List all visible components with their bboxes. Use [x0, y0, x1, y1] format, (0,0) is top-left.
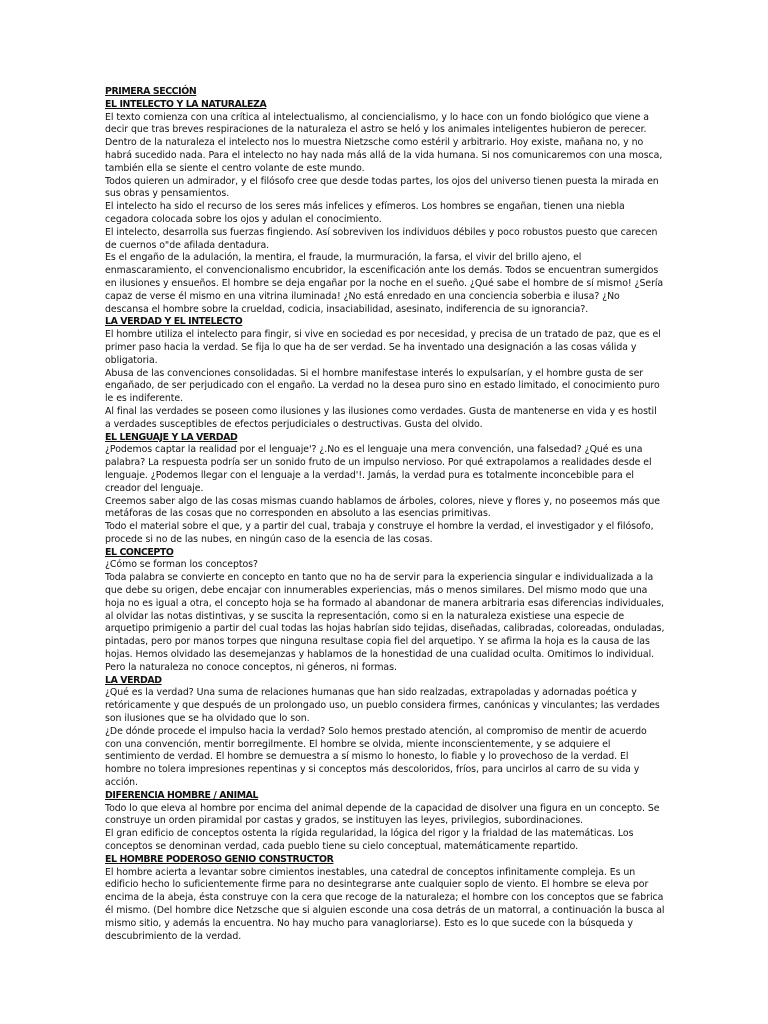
- section: [105, 432, 665, 547]
- section-heading: DIFERENCIA HOMBRE / ANIMAL: [105, 789, 259, 801]
- section-heading: EL INTELECTO Y LA NATURALEZA: [105, 98, 267, 110]
- section: [105, 99, 665, 317]
- paragraph: El gran edificio de conceptos ostenta la rígida regularidad, la lógica del rigor y la frialdad de las matemáticas. Los conceptos se denominan verdad, cada pueblo tiene su cielo conceptual, matemáticamente repartido.: [105, 828, 634, 853]
- paragraph: Al final las verdades se poseen como ilusiones y las ilusiones como verdades. Gusta de mantenerse en vida y es hostil a verdades susceptibles de efectos perjudiciales o destructivas. Gusta del olvido.: [105, 405, 657, 430]
- paragraph: Es el engaño de la adulación, la mentira, el fraude, la murmuración, la farsa, el vivir del brillo ajeno, el enmascaramiento, el convencionalismo encubridor, la escenificación ante los demás. Todos se encuentran sumergidos en ilusiones y ensueños. El hombre se deja engañar por la noche en el sueño. ¿Qué sabe el hombre de sí mismo! ¿Sería capaz de verse él mismo en una vitrina iluminada! ¿No está enredado en una conciencia soberbia e ilusa? ¿No descansa el hombre sobre la crueldad, codicia, insaciabilidad, asesinato, indiferencia de su ignorancia?.: [105, 252, 664, 315]
- paragraph: Pero la naturaleza no conoce conceptos, ni géneros, ni formas.: [105, 661, 397, 673]
- paragraph: ¿Qué es la verdad? Una suma de relaciones humanas que han sido realzadas, extrapoladas y adornadas poética y retóricamente y que después de un prolongado uso, un pueblo considera firmes, canónicas y vinculantes; las verdades son ilusiones que se ha olvidado que lo son.: [105, 687, 660, 725]
- sections-container: [105, 99, 665, 944]
- paragraph: Creemos saber algo de las cosas mismas cuando hablamos de árboles, colores, nieve y flores y, no poseemos más que metáforas de las cosas que no corresponden en absoluto a las esencias primitivas.: [105, 495, 661, 520]
- paragraph: El intelecto ha sido el recurso de los seres más infelices y efímeros. Los hombres se engañan, tienen una niebla cegadora colocada sobre los ojos y adulan el conocimiento.: [105, 201, 625, 225]
- paragraph: ¿Podemos captar la realidad por el lenguaje'? ¿.No es el lenguaje una mera convención, una falsedad? ¿Qué es una palabra? La respuesta podría ser un sonido fruto de un impulso nervioso. Por qué extrapolamos a realidades desde el lenguaje. ¿Podemos llegar con el lenguaje a la verdad'!. Jamás, la verdad pura es totalmente inconcebible para el creador del lenguaje.: [105, 444, 652, 494]
- section: [105, 316, 665, 431]
- paragraph: El hombre acierta a levantar sobre cimientos inestables, una catedral de conceptos infinitamente compleja. Es un edificio hecho lo suficientemente firme para no desintegrarse ante cualquier soplo de viento. El hombre se eleva por encima de la abeja, ésta construye con la cera que recoge de la naturaleza; el hombre con los conceptos que se fabrica él mismo. (Del hombre dice Netzsche que si alguien esconde una cosa detrás de un matorral, a continuación la busca al mismo sitio, y además la encuentra. No hay mucho para vanagloriarse). Esto es lo que sucede con la búsqueda y descubrimiento de la verdad.: [105, 866, 665, 942]
- paragraph: El intelecto, desarrolla sus fuerzas fingiendo. Así sobreviven los individuos débiles y poco robustos puesto que carecen de cuernos o"de afilada dentadura.: [105, 226, 658, 251]
- section-heading: LA VERDAD Y EL INTELECTO: [105, 316, 243, 328]
- paragraph: ¿De dónde procede el impulso hacia la verdad? Solo hemos prestado atención, al compromiso de mentir de acuerdo con una convención, mentir borregilmente. El hombre se olvida, miente inconscientemente, y se adquiere el sentimiento de verdad. El hombre se demuestra a sí mismo lo honesto, lo fiable y lo provechoso de la verdad. El hombre no tolera impresiones repentinas y si conceptos más descoloridos, fríos, para uncirlos al carro de su vida y acción.: [105, 725, 647, 789]
- paragraph: ¿Cómo se forman los conceptos?: [105, 559, 258, 571]
- paragraph: Dentro de la naturaleza el intelecto nos lo muestra Nietzsche como estéril y arbitrario. Hoy existe, mañana no, y no habrá sucedido nada. Para el intelecto no hay nada más allá de la vida humana. Si nos comunicaremos con una mosca, también ella se siente el centro volante de este mundo.: [105, 137, 663, 174]
- section: [105, 790, 665, 854]
- paragraph: El hombre utiliza el intelecto para fingir, si vive en sociedad es por necesidad, y precisa de un tratado de paz, que es el primer paso hacia la verdad. Se fija lo que ha de ser verdad. Se ha inventado una designación a las cosas válida y obligatoria.: [105, 329, 661, 366]
- section-heading: EL LENGUAJE Y LA VERDAD: [105, 431, 238, 443]
- section: [105, 547, 665, 675]
- section-heading: LA VERDAD: [105, 674, 162, 686]
- section-heading: EL HOMBRE PODEROSO GENIO CONSTRUCTOR: [105, 853, 334, 865]
- section: [105, 675, 665, 790]
- paragraph: Todos quieren un admirador, y el filósofo cree que desde todas partes, los ojos del universo tienen puesta la mirada en sus obras y pensamientos.: [105, 175, 659, 200]
- paragraph: Todo el material sobre el que, y a partir del cual, trabaja y construye el hombre la verdad, el investigador y el filósofo, procede si no de las nubes, en ningún caso de la esencia de las cosas.: [105, 521, 654, 545]
- section-heading: EL CONCEPTO: [105, 546, 174, 558]
- section: [105, 854, 665, 944]
- part-title: PRIMERA SECCIÓN: [105, 86, 197, 97]
- paragraph: Toda palabra se convierte en concepto en tanto que no ha de servir para la experiencia singular e individualizada a la que debe su origen, debe encajar con innumerables experiencias, más o menos similares. Del mismo modo que una hoja no es igual a otra, el concepto hoja se ha formado al abandonar de manera arbitraria esas diferencias individuales, al olvidar las notas distintivas, y se suscita la representación, como si en la naturaleza existiese una especie de arquetipo primigenio a partir del cual todas las hojas habrían sido tejidas, diseñadas, calibradas, coloreadas, onduladas, pintadas, pero por manos torpes que ninguna resultase copia fiel del arquetipo. Y se afirma la hoja es la causa de las hojas. Hemos olvidado las desemejanzas y hablamos de la honestidad de una cualidad oculta. Omitimos lo individual.: [105, 572, 665, 661]
- paragraph: Todo lo que eleva al hombre por encima del animal depende de la capacidad de disolver una figura en un concepto. Se construye un orden piramidal por castas y grados, se instituyen las leyes, privilegios, subordinaciones.: [105, 802, 660, 827]
- paragraph: Abusa de las convenciones consolidadas. Si el hombre manifestase interés lo expulsarían, y el hombre gusta de ser engañado, de ser perjudicado con el engaño. La verdad no la desea puro sino en estado limitado, el conocimiento puro le es indiferente.: [105, 367, 660, 405]
- document-page: [105, 86, 665, 943]
- paragraph: El texto comienza con una crítica al intelectualismo, al conciencialismo, y lo hace con un fondo biológico que viene a decir que tras breves respiraciones de la naturaleza el astro se heló y los animales inteligentes hubieron de perecer.: [105, 111, 650, 136]
